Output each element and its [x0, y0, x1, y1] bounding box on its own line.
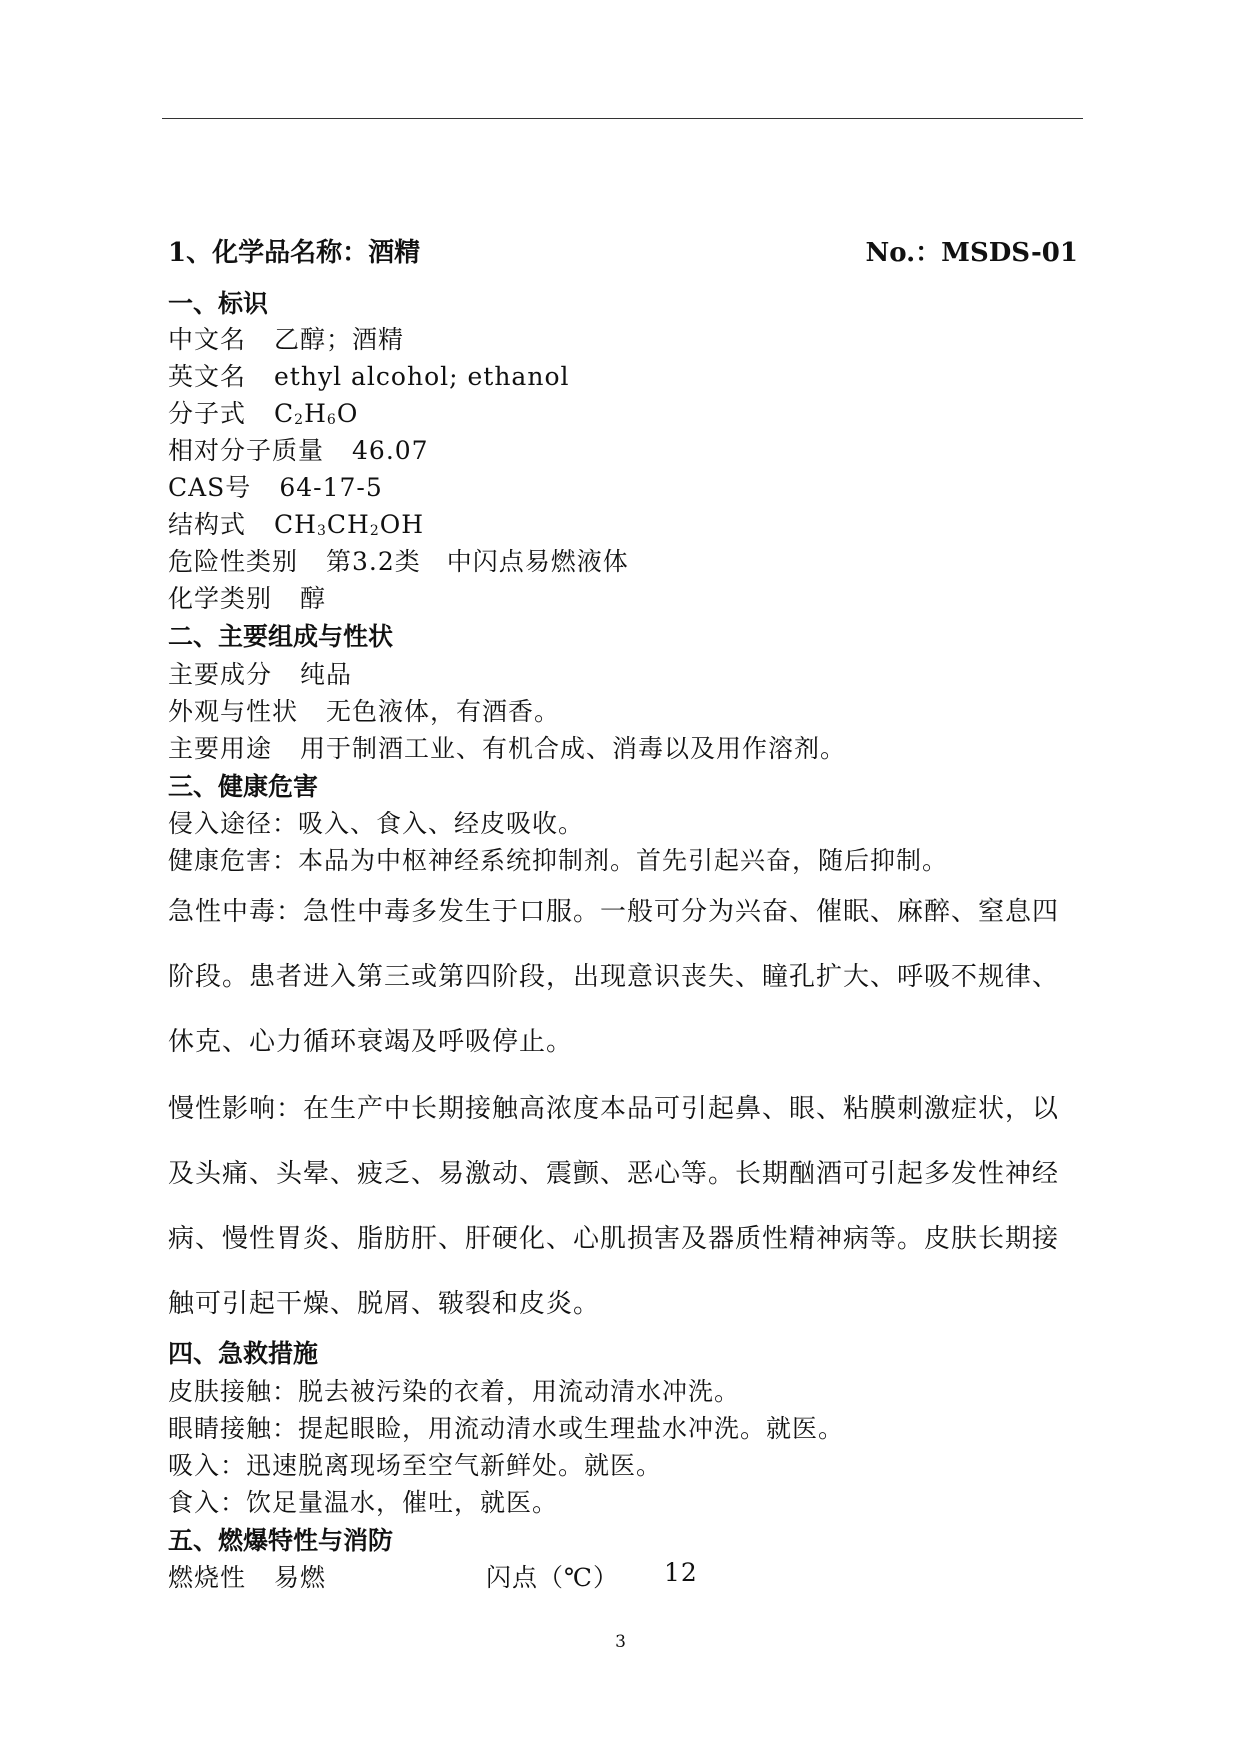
- acute-poisoning: 急性中毒：急性中毒多发生于口服。一般可分为兴奋、催眠、麻醉、窒息四阶段。患者进入第三或第四阶段，出现意识丧失、瞳孔扩大、呼吸不规律、休克、心力循环衰竭及呼吸停止。: [168, 897, 1060, 1057]
- header-rule: [162, 118, 1083, 119]
- chemical-class-label: 化学类别: [168, 584, 273, 613]
- flash-point-label: 闪点（℃）: [486, 1563, 619, 1592]
- composition-label: 主要成分: [168, 660, 273, 689]
- chinese-name-value: 乙醇；酒精: [274, 325, 405, 354]
- chinese-name-label: 中文名: [168, 325, 247, 354]
- molecular-weight-label: 相对分子质量: [168, 436, 325, 465]
- title-row: [168, 232, 1078, 272]
- molecular-weight-row: [168, 431, 429, 467]
- exposure-route: 侵入途径：吸入、食入、经皮吸收。: [168, 809, 585, 838]
- skin-contact: 皮肤接触：脱去被污染的衣着，用流动清水冲洗。: [168, 1377, 741, 1406]
- formula-label: 分子式: [168, 399, 247, 428]
- composition-row: [168, 655, 352, 691]
- molecular-weight-value: 46.07: [352, 436, 429, 465]
- hazard-class-label: 危险性类别: [168, 547, 299, 576]
- hazard-class-value: 第3.2类 中闪点易燃液体: [326, 547, 629, 576]
- structure-value: $CH_3CH_2OH$: [274, 510, 425, 539]
- usage-row: [168, 729, 846, 765]
- formula-value: $C_2H_6O$: [274, 399, 359, 428]
- flammability-row: [168, 1558, 1068, 1594]
- section-1-heading: 一、标识: [168, 289, 269, 318]
- english-name-row: [168, 357, 570, 393]
- chronic-effects: 慢性影响：在生产中长期接触高浓度本品可引起鼻、眼、粘膜刺激症状，以及头痛、头晕、疲乏、易激动、震颤、恶心等。长期酗酒可引起多发性神经病、慢性胃炎、脂肪肝、肝硬化、心肌损害及器质性精神病等。皮肤长期接触可引起干燥、脱屑、皲裂和皮炎。: [168, 1094, 1060, 1319]
- eye-contact: 眼睛接触：提起眼睑，用流动清水或生理盐水冲洗。就医。: [168, 1414, 845, 1443]
- section-5-heading: 五、燃爆特性与消防: [168, 1526, 394, 1555]
- appearance-label: 外观与性状: [168, 697, 299, 726]
- structure-row: [168, 505, 424, 541]
- appearance-row: [168, 692, 560, 728]
- ingestion: 食入：饮足量温水，催吐，就医。: [168, 1488, 559, 1517]
- flash-point-value: 12: [664, 1558, 698, 1587]
- health-hazard: 健康危害：本品为中枢神经系统抑制剂。首先引起兴奋，随后抑制。: [168, 846, 949, 875]
- composition-value: 纯品: [300, 660, 353, 689]
- chemical-title: 1、化学品名称：酒精: [168, 238, 421, 268]
- chemical-class-value: 醇: [300, 584, 327, 613]
- page-number: 3: [615, 1632, 626, 1652]
- hazard-class-row: [168, 542, 629, 578]
- appearance-value: 无色液体，有酒香。: [326, 697, 561, 726]
- structure-label: 结构式: [168, 510, 247, 539]
- english-name-label: 英文名: [168, 362, 247, 391]
- usage-label: 主要用途: [168, 734, 273, 763]
- flammability-label: 燃烧性: [168, 1563, 247, 1592]
- section-4-heading: 四、急救措施: [168, 1339, 319, 1368]
- flammability-value: 易燃: [274, 1563, 327, 1592]
- document-number: No.：MSDS-01: [865, 238, 1078, 268]
- chinese-name-row: [168, 320, 404, 356]
- section-3-heading: 三、健康危害: [168, 772, 319, 801]
- section-2-heading: 二、主要组成与性状: [168, 622, 394, 651]
- english-name-value: ethyl alcohol; ethanol: [274, 362, 570, 391]
- usage-value: 用于制酒工业、有机合成、消毒以及用作溶剂。: [300, 734, 847, 763]
- inhalation: 吸入：迅速脱离现场至空气新鲜处。就医。: [168, 1451, 663, 1480]
- cas-label: CAS号: [168, 473, 252, 502]
- chemical-class-row: [168, 579, 326, 615]
- cas-value: 64-17-5: [279, 473, 383, 502]
- formula-row: [168, 394, 358, 430]
- cas-row: [168, 468, 383, 504]
